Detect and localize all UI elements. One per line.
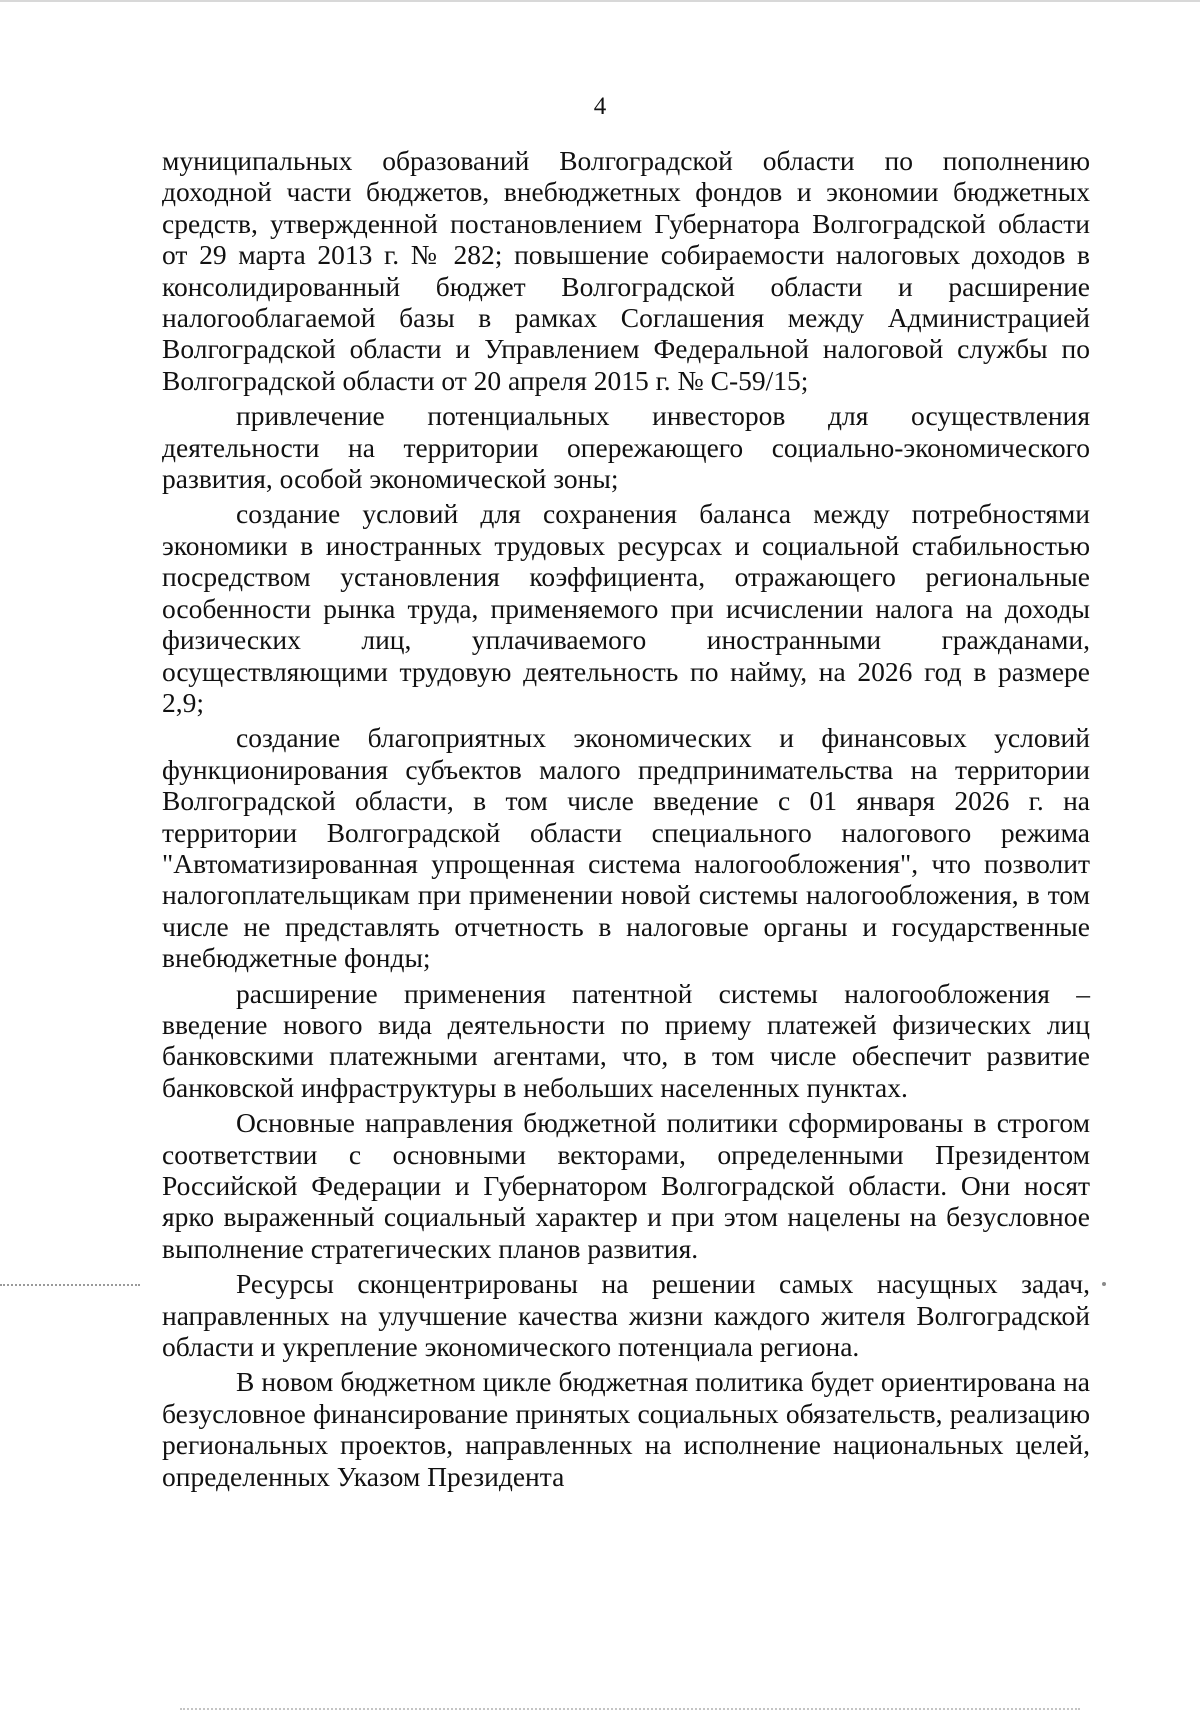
- paragraph-continuation: муниципальных образований Волгоградской области по пополнению доходной части бюджетов, внебюджетных фондов и экономии бюджетных средств, утвержденной постановлением Губернатора Волгоградской области от 29 марта 2013 г. № 282; повышение собираемости налоговых доходов в консолидированный бюджет Волгоградской области и расширение налогооблагаемой базы в рамках Соглашения между Администрацией Волгоградской области и Управлением Федеральной налоговой службы по Волгоградской области от 20 апреля 2015 г. № С-59/15;: [162, 145, 1090, 396]
- paragraph-budget-policy: Основные направления бюджетной политики сформированы в строгом соответствии с основными векторами, определенными Президентом Российской Федерации и Губернатором Волгоградской области. Они носят ярко выраженный социальный характер и при этом нацелены на безусловное выполнение стратегических планов развития.: [162, 1107, 1090, 1264]
- paragraph-investors: привлечение потенциальных инвесторов для осуществления деятельности на территории опережающего социально-экономического развития, особой экономической зоны;: [162, 400, 1090, 495]
- page-number: 4: [593, 93, 607, 120]
- paragraph-patent-system: расширение применения патентной системы налогообложения – введение нового вида деятельности по приему платежей физических лиц банковскими платежными агентами, что, в том числе обеспечит развитие банковской инфраструктуры в небольших населенных пунктах.: [162, 977, 1090, 1103]
- margin-scan-dot: [1102, 1282, 1106, 1286]
- scan-edge-bottom: [180, 1708, 1080, 1710]
- paragraph-resources: Ресурсы сконцентрированы на решении самых насущных задач, направленных на улучшение качества жизни каждого жителя Волгоградской области и укрепление экономического потенциала региона.: [162, 1268, 1090, 1363]
- document-body: [162, 145, 1090, 1492]
- paragraph-small-business: создание благоприятных экономических и финансовых условий функционирования субъектов малого предпринимательства на территории Волгоградской области, в том числе введение с 01 января 2026 г. на территории Волгоградской области специального налогового режима "Автоматизированная упрощенная система налогообложения", что позволит налогоплательщикам при применении новой системы налогообложения, в том числе не представлять отчетность в налоговые органы и государственные внебюджетные фонды;: [162, 722, 1090, 974]
- paragraph-labor-balance: создание условий для сохранения баланса между потребностями экономики в иностранных трудовых ресурсах и социальной стабильностью посредством установления коэффициента, отражающего региональные особенности рынка труда, применяемого при исчислении налога на доходы физических лиц, уплачиваемого иностранными гражданами, осуществляющими трудовую деятельность по найму, на 2026 год в размере 2,9;: [162, 498, 1090, 718]
- scan-edge-top: [0, 0, 1200, 2]
- paragraph-budget-cycle: В новом бюджетном цикле бюджетная политика будет ориентирована на безусловное финансирование принятых социальных обязательств, реализацию региональных проектов, направленных на исполнение национальных целей, определенных Указом Президента: [162, 1366, 1090, 1492]
- margin-scan-dots: [0, 1284, 140, 1286]
